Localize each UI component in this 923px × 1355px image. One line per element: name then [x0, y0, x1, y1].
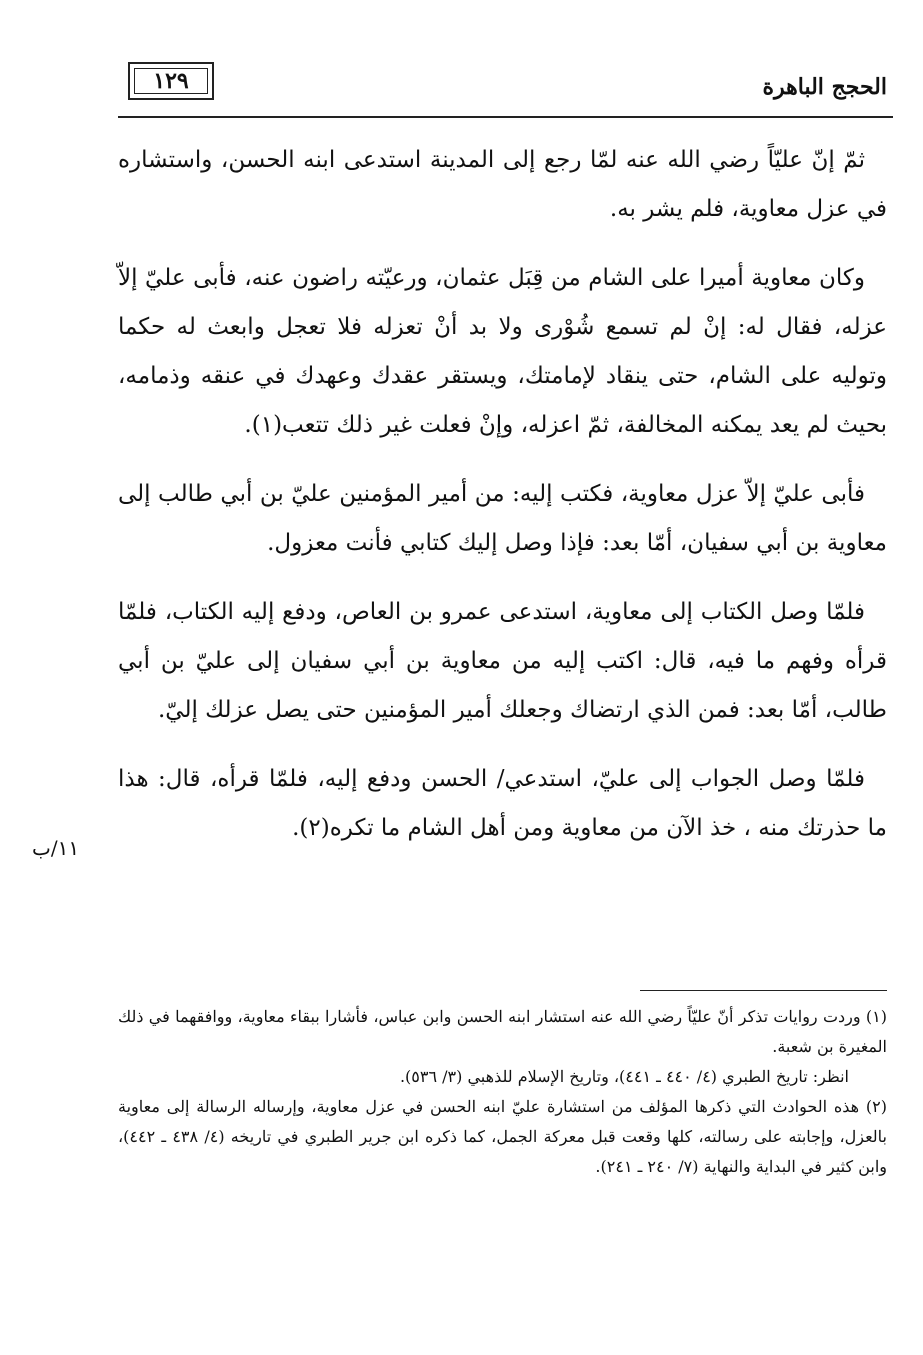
body-text	[118, 136, 887, 873]
footnote-1-reference: انظر: تاريخ الطبري (٤/ ٤٤٠ ـ ٤٤١)، وتاريخ الإسلام للذهبي (٣/ ٥٣٦).	[399, 1067, 849, 1086]
paragraph-3: فأبى عليّ إلاّ عزل معاوية، فكتب إليه: من أمير المؤمنين عليّ بن أبي طالب إلى معاوية بن أبي سفيان، أمّا بعد: فإذا وصل إليك كتابي فأنت معزول.	[118, 481, 887, 556]
paragraph-4: فلمّا وصل الكتاب إلى معاوية، استدعى عمرو بن العاص، ودفع إليه الكتاب، فلمّا قرأه وفهم ما فيه، قال: اكتب إليه من معاوية بن أبي سفيان إلى عليّ بن أبي طالب، أمّا بعد: فمن الذي ارتضاك وجعلك أمير المؤمنين حتى يصل عزلك إليّ.	[118, 599, 887, 723]
footnote-rule	[640, 990, 887, 991]
paragraph-2: وكان معاوية أميرا على الشام من قِبَل عثمان، ورعيّته راضون عنه، فأبى عليّ إلاّ عزله، فقال له: إنْ لم تسمع شُوْرى ولا بد أنْ تعزله فلا تعجل وابعث له حكما وتوليه على الشام، حتى ينقاد لإمامتك، ويستقر عقدك وعهدك في عنقه وذمامه، بحيث لم يعد يمكنه المخالفة، ثمّ اعزله، وإنْ فعلت غير ذلك تتعب(١).	[118, 265, 887, 438]
page-number: ١٢٩	[153, 68, 189, 94]
header-rule	[118, 116, 893, 118]
footnotes	[118, 1002, 887, 1182]
running-title: الحجج الباهرة	[762, 74, 887, 100]
footnote-1: (١) وردت روايات تذكر أنّ عليّاً رضي الله عنه استشار ابنه الحسن وابن عباس، فأشارا ببقاء معاوية، ووافقهما في ذلك المغيرة بن شعبة.	[118, 1007, 887, 1056]
page-number-box	[128, 62, 214, 100]
margin-note: ١١/ب	[32, 836, 80, 860]
paragraph-1: ثمّ إنّ عليّاً رضي الله عنه لمّا رجع إلى المدينة استدعى ابنه الحسن، واستشاره في عزل معاوية، فلم يشر به.	[118, 147, 887, 222]
paragraph-5: فلمّا وصل الجواب إلى عليّ، استدعي/ الحسن ودفع إليه، فلمّا قرأه، قال: هذا ما حذرتك منه ، خذ الآن من معاوية ومن أهل الشام ما تكره(٢).	[118, 766, 887, 841]
footnote-2: (٢) هذه الحوادث التي ذكرها المؤلف من استشارة عليّ ابنه الحسن في عزل معاوية، وإرساله الرسالة إلى معاوية بالعزل، وإجابته على رسالته، كلها وقعت قبل معركة الجمل، كما ذكره ابن جرير الطبري في تاريخه (٤/ ٤٣٨ ـ ٤٤٢)، وابن كثير في البداية والنهاية (٧/ ٢٤٠ ـ ٢٤١).	[118, 1097, 888, 1176]
